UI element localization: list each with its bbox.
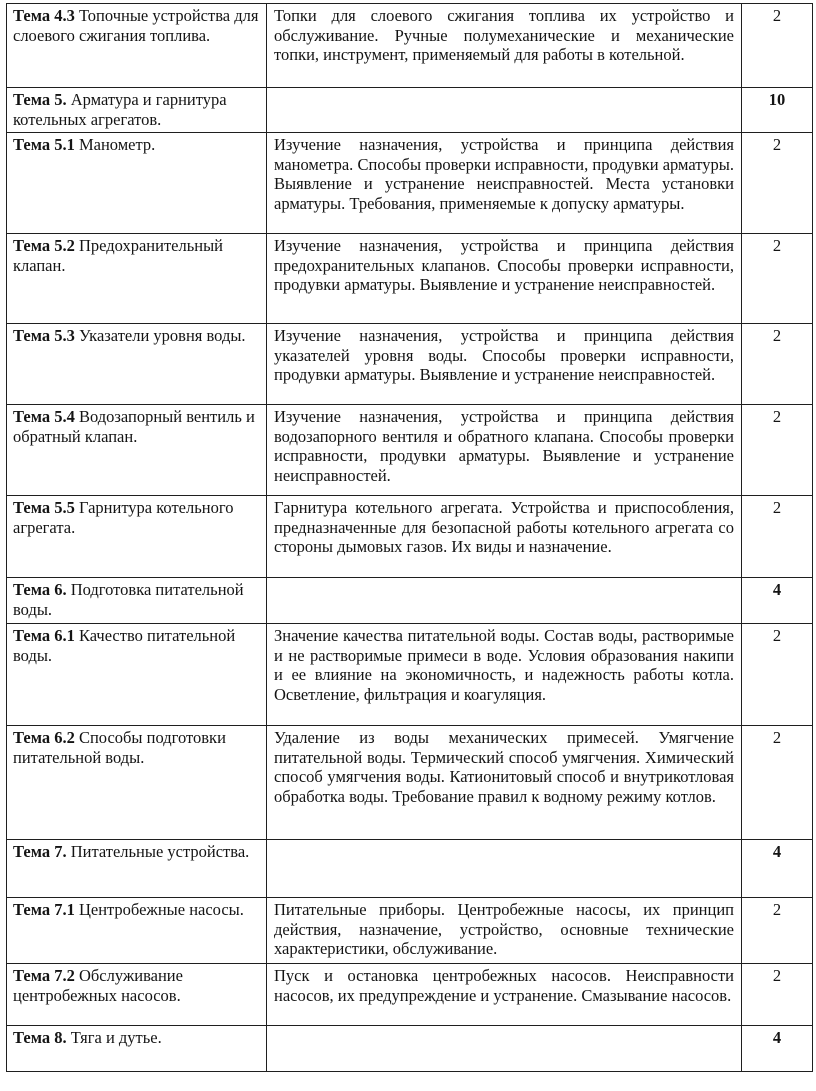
- topic-cell: [7, 578, 267, 624]
- curriculum-table: [6, 3, 813, 1072]
- content-cell: Изучение назначения, устройства и принципа действия предохранительных клапанов. Способы проверки исправности, продувки арматуры. Выявление и устранение неисправностей.: [267, 234, 742, 324]
- topic-number: Тема 5.: [13, 90, 67, 109]
- table-row-section: [7, 88, 813, 133]
- topic-title: Топочные устройства для слоевого сжигания топлива.: [13, 6, 259, 45]
- hours-cell: 2: [742, 133, 813, 234]
- content-cell: Изучение назначения, устройства и принципа действия водозапорного вентиля и обратного клапана. Способы проверки исправности, продувки арматуры. Выявление и устранение неисправностей.: [267, 405, 742, 496]
- topic-number: Тема 5.5: [13, 498, 75, 517]
- topic-number: Тема 8.: [13, 1028, 67, 1047]
- table-row-section: [7, 840, 813, 898]
- topic-cell: [7, 88, 267, 133]
- table-row-section: [7, 578, 813, 624]
- topic-number: Тема 5.3: [13, 326, 75, 345]
- topic-number: Тема 5.4: [13, 407, 75, 426]
- content-cell: Изучение назначения, устройства и принципа действия указателей уровня воды. Способы проверки исправности, продувки арматуры. Выявление и устранение неисправностей.: [267, 324, 742, 405]
- hours-cell: 4: [742, 840, 813, 898]
- hours-cell: 2: [742, 405, 813, 496]
- topic-number: Тема 7.2: [13, 966, 75, 985]
- table-row: [7, 726, 813, 840]
- content-cell: [267, 840, 742, 898]
- hours-cell: 4: [742, 1026, 813, 1072]
- topic-number: Тема 6.: [13, 580, 67, 599]
- content-cell: Значение качества питательной воды. Состав воды, растворимые и не растворимые примеси в воде. Условия образования накипи и ее влияние на экономичность, и надежность работы котла. Осветление, фильтрация и коагуляция.: [267, 624, 742, 726]
- table-row: [7, 4, 813, 88]
- topic-number: Тема 6.1: [13, 626, 75, 645]
- topic-cell: [7, 624, 267, 726]
- topic-cell: [7, 840, 267, 898]
- topic-title: Арматура и гарнитура котельных агрегатов.: [13, 90, 227, 129]
- table-row: [7, 496, 813, 578]
- topic-number: Тема 6.2: [13, 728, 75, 747]
- topic-title: Водозапорный вентиль и обратный клапан.: [13, 407, 255, 446]
- topic-title: Указатели уровня воды.: [74, 326, 246, 345]
- content-cell: [267, 88, 742, 133]
- topic-number: Тема 7.: [13, 842, 67, 861]
- topic-cell: [7, 898, 267, 964]
- table-row: [7, 234, 813, 324]
- topic-cell: [7, 4, 267, 88]
- topic-title: Центробежные насосы.: [74, 900, 244, 919]
- topic-number: Тема 4.3: [13, 6, 75, 25]
- table-row: [7, 133, 813, 234]
- hours-cell: 2: [742, 4, 813, 88]
- hours-cell: 10: [742, 88, 813, 133]
- table-row: [7, 964, 813, 1026]
- topic-title: Обслуживание центробежных насосов.: [13, 966, 183, 1005]
- hours-cell: 2: [742, 324, 813, 405]
- content-cell: Питательные приборы. Центробежные насосы, их принцип действия, назначение, устройство, основные технические характеристики, обслуживание.: [267, 898, 742, 964]
- content-cell: Пуск и остановка центробежных насосов. Неисправности насосов, их предупреждение и устранение. Смазывание насосов.: [267, 964, 742, 1026]
- topic-title: Подготовка питательной воды.: [13, 580, 244, 619]
- topic-cell: [7, 324, 267, 405]
- topic-number: Тема 5.1: [13, 135, 75, 154]
- topic-number: Тема 5.2: [13, 236, 75, 255]
- content-cell: Изучение назначения, устройства и принципа действия манометра. Способы проверки исправности, продувки арматуры. Выявление и устранение неисправностей. Места установки арматуры. Требования, применяемые к допуску арматуры.: [267, 133, 742, 234]
- topic-cell: [7, 1026, 267, 1072]
- topic-cell: [7, 133, 267, 234]
- hours-cell: 2: [742, 726, 813, 840]
- table-row: [7, 405, 813, 496]
- content-cell: Удаление из воды механических примесей. Умягчение питательной воды. Термический способ умягчения. Химический способ умягчения воды. Катионитовый способ и внутрикотловая обработка воды. Требование правил к водному режиму котлов.: [267, 726, 742, 840]
- content-cell: [267, 1026, 742, 1072]
- topic-title: Гарнитура котельного агрегата.: [13, 498, 234, 537]
- table-row: [7, 624, 813, 726]
- content-cell: Гарнитура котельного агрегата. Устройства и приспособления, предназначенные для безопасной работы котельного агрегата со стороны дымовых газов. Их виды и назначение.: [267, 496, 742, 578]
- topic-title: Качество питательной воды.: [13, 626, 236, 665]
- topic-cell: [7, 234, 267, 324]
- topic-title: Предохранительный клапан.: [13, 236, 223, 275]
- hours-cell: 2: [742, 898, 813, 964]
- topic-cell: [7, 964, 267, 1026]
- topic-title: Манометр.: [74, 135, 156, 154]
- topic-title: Питательные устройства.: [66, 842, 250, 861]
- topic-title: Способы подготовки питательной воды.: [13, 728, 226, 767]
- hours-cell: 2: [742, 496, 813, 578]
- topic-cell: [7, 496, 267, 578]
- table-row: [7, 324, 813, 405]
- table-row: [7, 898, 813, 964]
- hours-cell: 4: [742, 578, 813, 624]
- topic-title: Тяга и дутье.: [66, 1028, 162, 1047]
- topic-cell: [7, 726, 267, 840]
- hours-cell: 2: [742, 964, 813, 1026]
- topic-number: Тема 7.1: [13, 900, 75, 919]
- topic-cell: [7, 405, 267, 496]
- content-cell: [267, 578, 742, 624]
- content-cell: Топки для слоевого сжигания топлива их устройство и обслуживание. Ручные полумеханические и механические топки, инструмент, применяемый для работы в котельной.: [267, 4, 742, 88]
- hours-cell: 2: [742, 624, 813, 726]
- table-row-section: [7, 1026, 813, 1072]
- hours-cell: 2: [742, 234, 813, 324]
